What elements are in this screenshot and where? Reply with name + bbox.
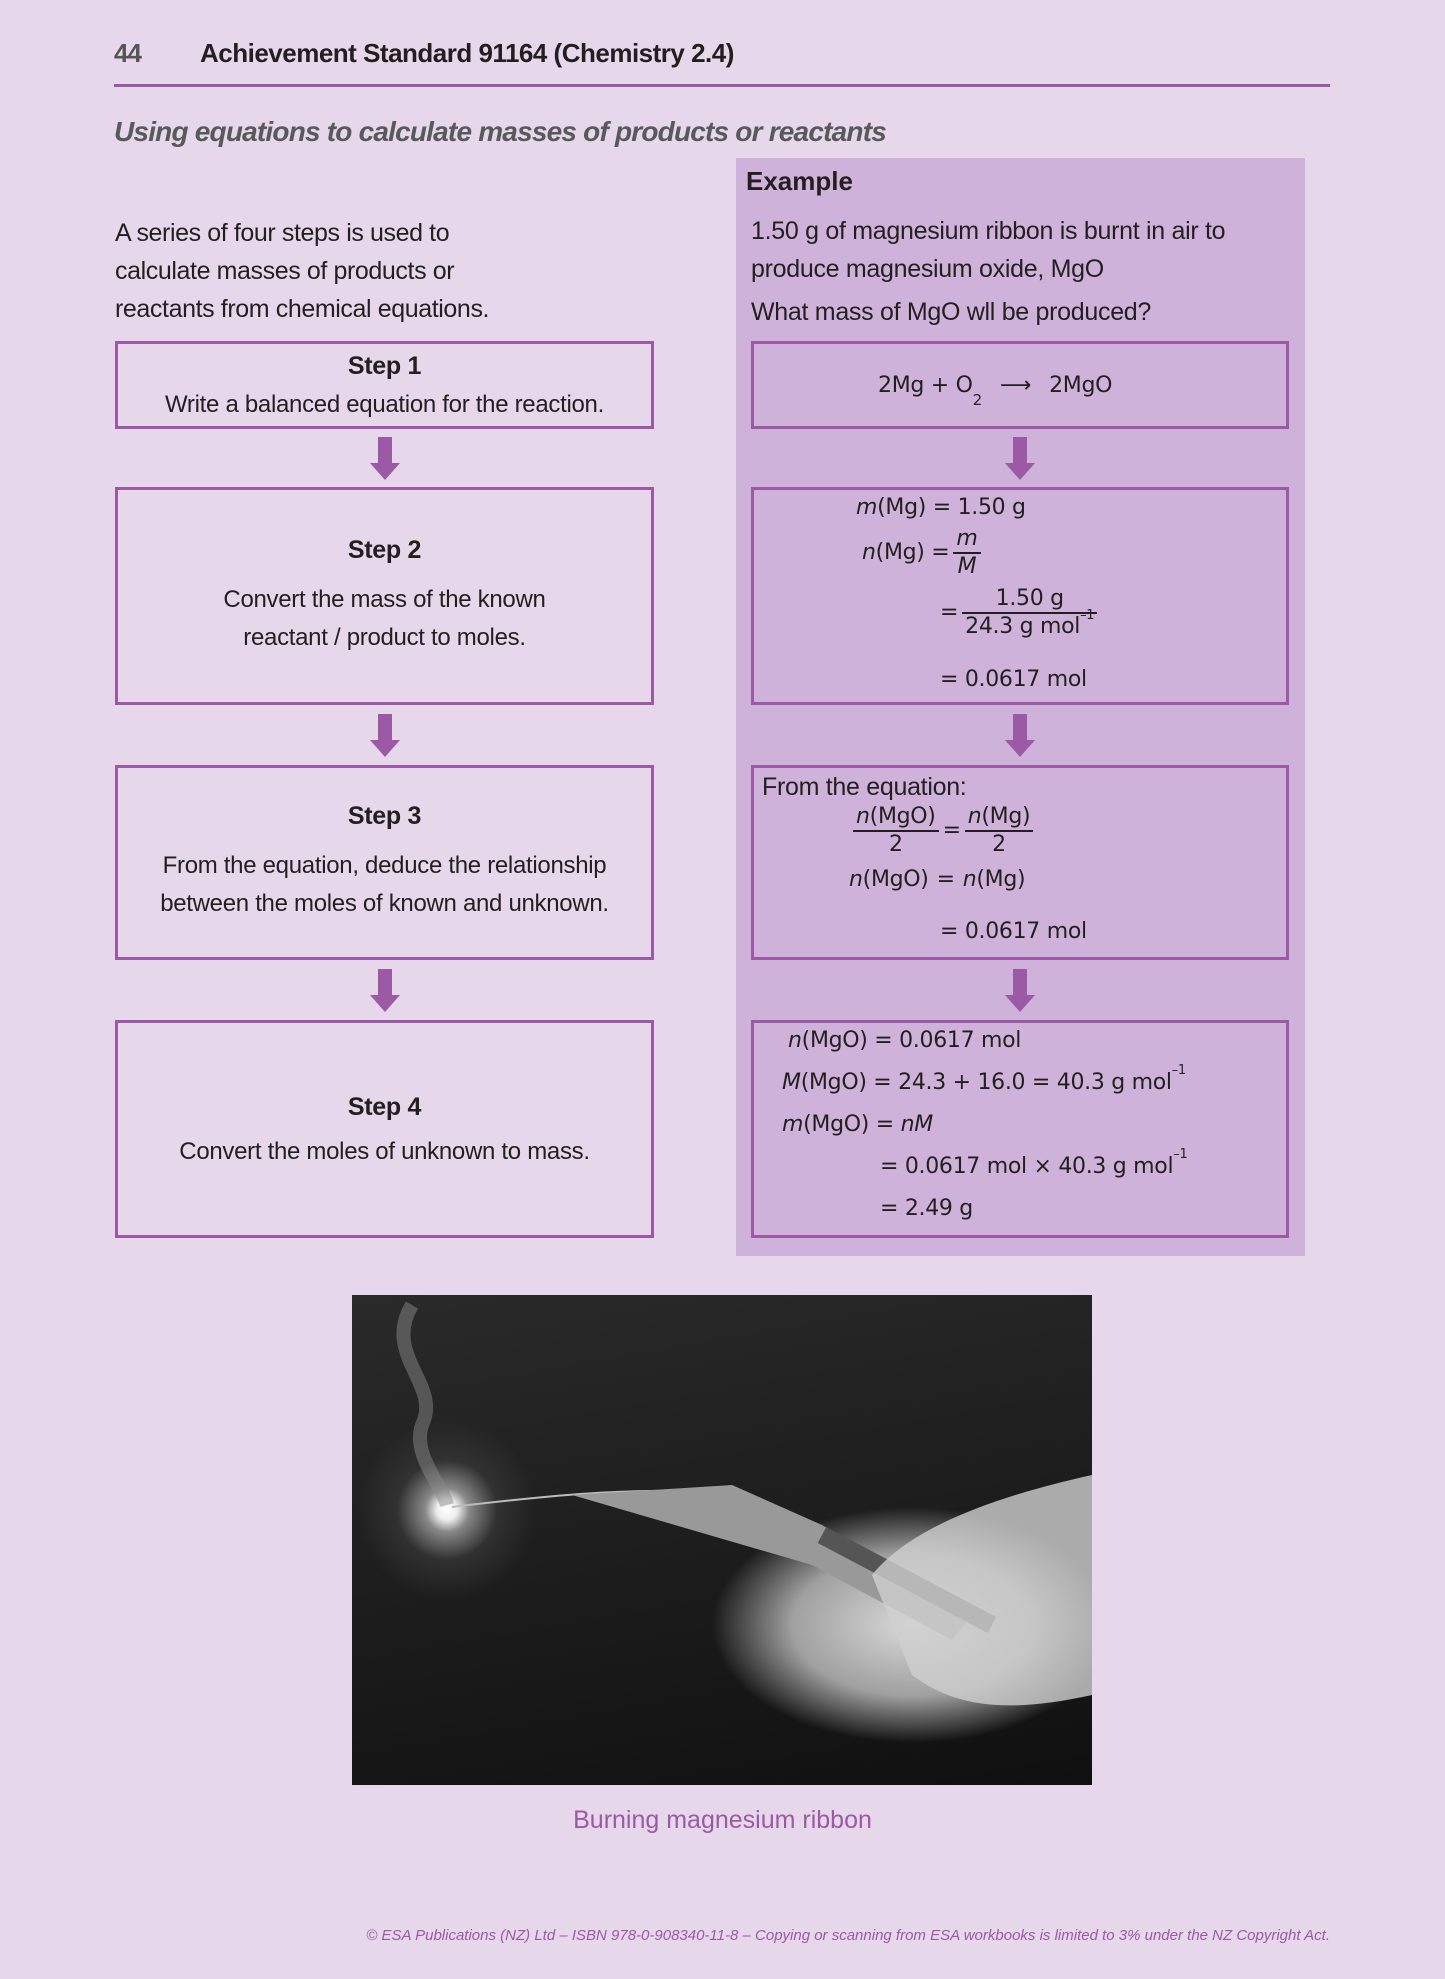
burning-magnesium-photo	[352, 1295, 1092, 1785]
step-4-box	[115, 1020, 654, 1238]
down-arrow-icon	[370, 437, 400, 481]
down-arrow-icon	[1005, 714, 1035, 758]
down-arrow-icon	[370, 714, 400, 758]
section-title: Using equations to calculate masses of products or reactants	[114, 116, 886, 147]
step-label: Step 2	[347, 535, 422, 564]
header-divider	[114, 84, 1330, 87]
moles-mgo-line: n (MgO) = 0.0617 mol	[788, 1028, 1022, 1053]
mass-substitution-line: = 0.0617 mol × 40.3 g mol –1	[880, 1147, 1188, 1179]
copyright-footer: © ESA Publications (NZ) Ltd – ISBN 978-0-908340-11-8 – Copying or scanning from ESA workbooks is limited to 3% under the NZ Copyright Act.	[366, 1927, 1330, 1944]
example-text: 1.50 g of magnesium ribbon is burnt in air to produce magnesium oxide, MgO	[751, 217, 1226, 283]
mole-result-line: = 0.0617 mol	[940, 919, 1087, 944]
step-1-box	[115, 341, 654, 429]
photo-illustration	[352, 1295, 1092, 1785]
photo-caption: Burning magnesium ribbon	[573, 1806, 872, 1834]
down-arrow-icon	[1005, 437, 1035, 481]
down-arrow-icon	[370, 969, 400, 1013]
moles-substitution-line: = 1.50 g 24.3 g mol –1	[940, 586, 1101, 640]
step-text: Write a balanced equation for the reaction.	[165, 390, 604, 418]
molar-mass-line: M (MgO) = 24.3 + 16.0 = 40.3 g mol –1	[782, 1063, 1186, 1095]
step-2-box	[115, 487, 654, 705]
moles-formula-line: n (Mg) = $\frac{m}{M}$	[862, 526, 985, 580]
example-question: What mass of MgO wll be produced?	[751, 298, 1152, 326]
from-equation-label: From the equation:	[762, 773, 967, 801]
step-text: Convert the moles of unknown to mass.	[179, 1137, 590, 1165]
step-text: Convert the mass of the known reactant / product to moles.	[223, 585, 546, 651]
step-label: Step 1	[347, 351, 422, 380]
mass-line: m (Mg) = 1.50 g	[856, 495, 1026, 520]
mass-formula-line: m (MgO) = nM	[782, 1112, 933, 1137]
step-label: Step 3	[347, 802, 422, 830]
step-label: Step 4	[347, 1092, 422, 1121]
example-step-2-box	[751, 487, 1289, 705]
example-step-3-box	[751, 765, 1289, 960]
mass-result-line: = 2.49 g	[880, 1196, 973, 1221]
example-equation-box	[751, 341, 1289, 429]
mole-ratio-line: $\frac{\text{n(MgO)}}{2}$ = $\frac{n(Mg)}{2}$	[849, 804, 1037, 858]
example-step-4-box	[751, 1020, 1289, 1238]
step-text: From the equation, deduce the relationship between the moles of known and unknown.	[160, 852, 609, 917]
step-3-box	[115, 765, 654, 960]
page-number: 44	[114, 38, 141, 68]
down-arrow-icon	[1005, 969, 1035, 1013]
moles-result-line: = 0.0617 mol	[940, 667, 1087, 692]
intro-text: A series of four steps is used to calculate masses of products or reactants from chemical equations.	[115, 219, 490, 323]
example-label: Example	[746, 166, 853, 196]
balanced-equation: 2Mg + O 2 ⟶ 2MgO	[878, 373, 1113, 409]
page-header-title: Achievement Standard 91164 (Chemistry 2.4)	[200, 38, 734, 68]
mole-equality-line: n (MgO) = n (Mg)	[849, 867, 1026, 892]
